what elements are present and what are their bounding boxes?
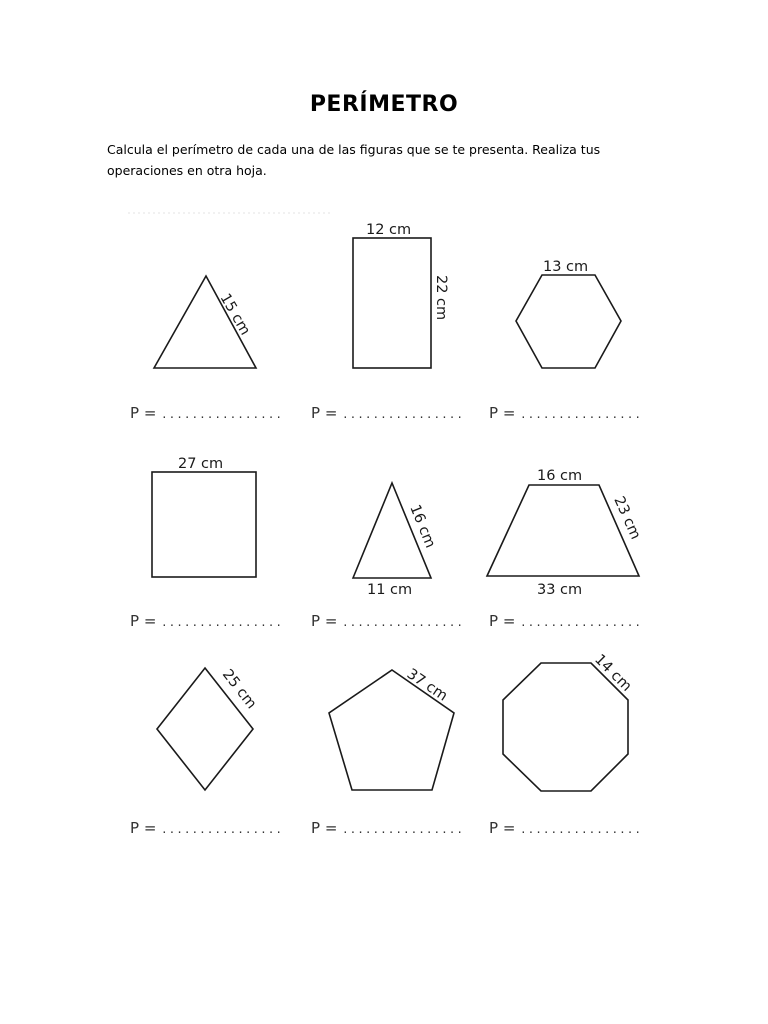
square-side-label: 27 cm [178,456,224,472]
answer-blank: ................ [342,616,464,629]
page-title: PERÍMETRO [309,92,459,117]
rectangle-side-label: 22 cm [433,275,449,321]
isosceles-triangle-base-label: 11 cm [367,582,413,598]
rhombus-side-label: 25 cm [218,666,260,713]
square-shape [152,472,256,577]
hexagon-shape [516,275,621,368]
answer-label: P = [311,612,338,630]
answer-blank: ................ [342,408,464,421]
answer-blank: ................ [520,408,642,421]
figure-octagon [503,652,634,791]
instructions-text: Calcula el perímetro de cada una de las figuras que se te presenta. Realiza tus operaciones en otra hoja. [107,142,601,178]
rectangle-shape [353,238,431,368]
octagon-side-label: 14 cm [591,651,635,695]
figure-rectangle [353,222,449,368]
triangle-side-label: 15 cm [216,291,253,339]
figure-pentagon [329,666,454,790]
answer-row-3 [130,819,642,837]
answer-blank: ................ [161,408,283,421]
figure-trapezoid [487,468,643,598]
figure-square [152,456,256,577]
answer-label: P = [130,819,157,837]
answer-label: P = [130,612,157,630]
figure-rhombus [157,667,259,790]
rectangle-top-label: 12 cm [366,222,412,238]
octagon-shape [503,663,628,791]
trapezoid-top-label: 16 cm [537,468,583,484]
answer-label: P = [130,404,157,422]
answer-row-1 [130,404,642,422]
pentagon-side-label: 37 cm [403,666,451,705]
figure-isosceles-triangle [353,483,438,598]
trapezoid-side-label: 23 cm [610,494,644,542]
figure-triangle [154,276,256,368]
answer-row-2 [130,612,642,630]
answer-label: P = [311,404,338,422]
answer-label: P = [311,819,338,837]
answer-label: P = [489,819,516,837]
figure-hexagon [516,259,621,368]
answer-label: P = [489,404,516,422]
answer-blank: ................ [520,616,642,629]
answer-blank: ................ [520,823,642,836]
answer-blank: ................ [161,823,283,836]
hexagon-side-label: 13 cm [543,259,589,275]
trapezoid-base-label: 33 cm [537,582,583,598]
answer-blank: ................ [342,823,464,836]
isosceles-triangle-side-label: 16 cm [406,502,439,551]
answer-label: P = [489,612,516,630]
answer-blank: ................ [161,616,283,629]
